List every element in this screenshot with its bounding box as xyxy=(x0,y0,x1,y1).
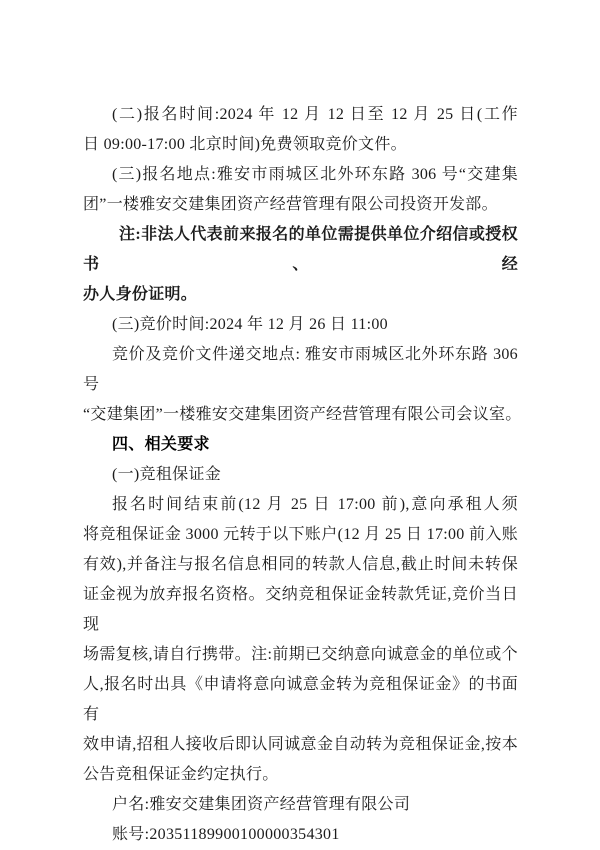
deposit-para-line-8: 公告竞租保证金约定执行。 xyxy=(83,766,279,783)
account-number-line: 账号:20351189900100000354301 xyxy=(112,826,340,843)
deposit-para-line-2: 将竞租保证金 3000 元转于以下账户(12 月 25 日 17:00 前入账 xyxy=(83,526,518,543)
bidding-time-line: (三)竞价时间:2024 年 12 月 26 日 11:00 xyxy=(112,316,388,333)
deposit-para-line-5: 场需复核,请自行携带。注:前期已交纳意向诚意金的单位或个 xyxy=(83,646,518,663)
account-holder-line: 户名:雅安交建集团资产经营管理有限公司 xyxy=(112,796,411,813)
deposit-para-line-3: 有效),并备注与报名信息相同的转款人信息,截止时间未转保 xyxy=(83,556,518,573)
deposit-para-line-7: 效申请,招租人接收后即认同诚意金自动转为竞租保证金,按本 xyxy=(83,736,518,753)
registration-place-line-2: 团”一楼雅安交建集团资产经营管理有限公司投资开发部。 xyxy=(83,196,498,213)
bidding-place-line-2: “交建集团”一楼雅安交建集团资产经营管理有限公司会议室。 xyxy=(83,406,522,423)
bidding-place-line-1: 竞价及竞价文件递交地点: 雅安市雨城区北外环东路 306 号 xyxy=(83,346,518,393)
subsection-deposit-heading: (一)竞租保证金 xyxy=(112,466,222,483)
note-non-legal-rep-line-1: 注:非法人代表前来报名的单位需提供单位介绍信或授权书、经 xyxy=(83,226,518,273)
registration-time-line-1: (二)报名时间:2024 年 12 月 12 日至 12 月 25 日(工作 xyxy=(112,106,518,123)
note-non-legal-rep-line-2: 办人身份证明。 xyxy=(83,286,198,303)
deposit-para-line-4: 证金视为放弃报名资格。交纳竞租保证金转款凭证,竞价当日现 xyxy=(83,586,518,633)
deposit-para-line-6: 人,报名时出具《申请将意向诚意金转为竞租保证金》的书面有 xyxy=(83,676,518,723)
registration-place-line-1: (三)报名地点:雅安市雨城区北外环东路 306 号“交建集 xyxy=(112,166,518,183)
registration-time-line-2: 日 09:00-17:00 北京时间)免费领取竞价文件。 xyxy=(83,136,407,153)
section-heading-requirements: 四、相关要求 xyxy=(112,436,210,453)
deposit-para-line-1: 报名时间结束前(12 月 25 日 17:00 前),意向承租人须 xyxy=(112,496,518,513)
